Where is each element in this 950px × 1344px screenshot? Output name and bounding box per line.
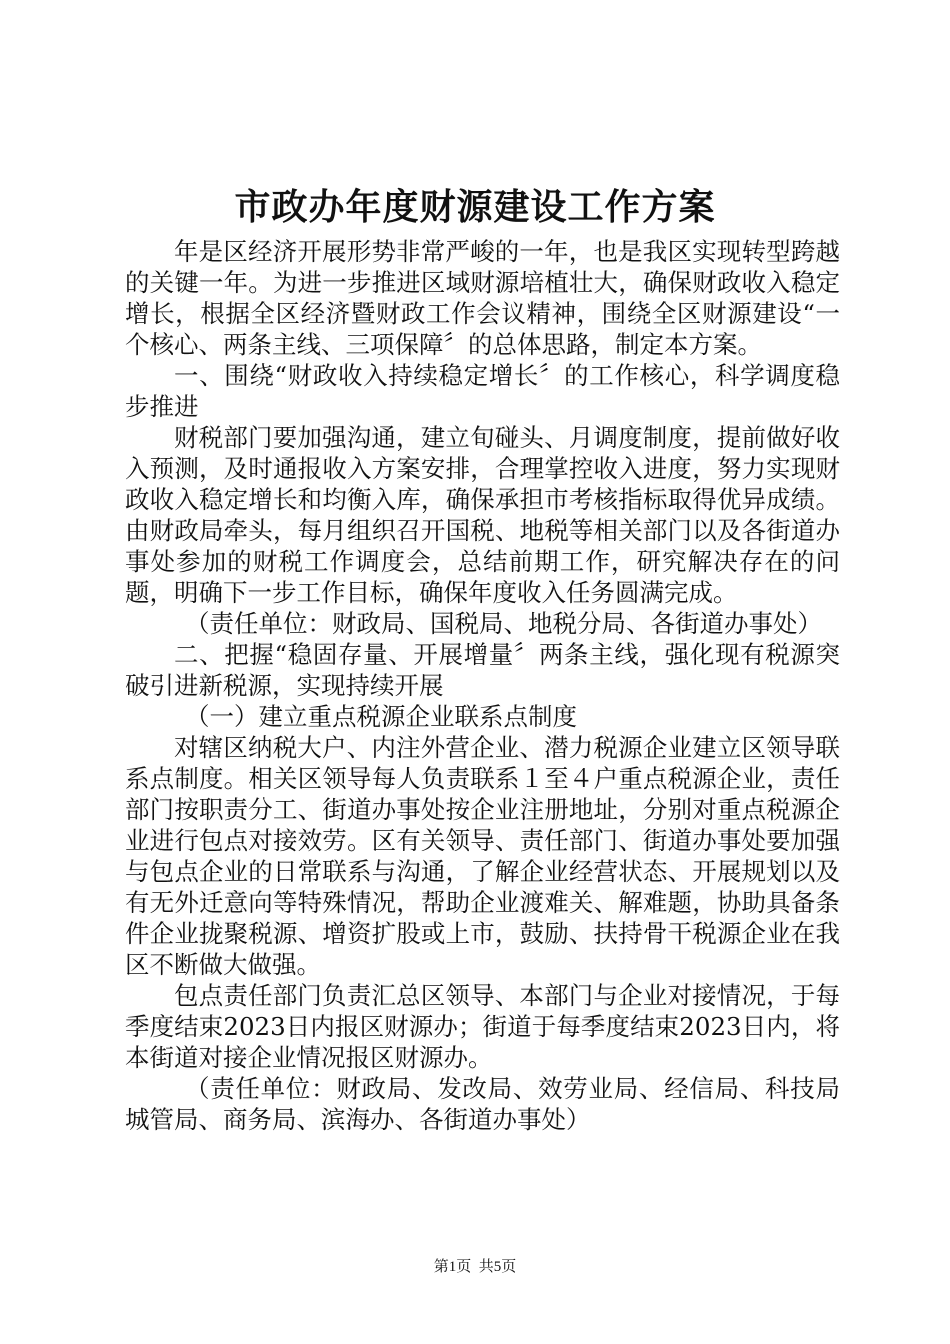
subsection-heading-1: （一）建立重点税源企业联系点制度 — [185, 702, 577, 731]
page-footer — [0, 1257, 950, 1277]
section-heading-2: 二、把握“稳固存量、开展增量〞两条主线，强化现有税源突破引进新税源，实现持续开展 — [125, 640, 840, 700]
responsible-units-1: （责任单位：财政局、国税局、地税分局、各街道办事处） — [185, 609, 822, 638]
document-body — [125, 236, 840, 1135]
body-paragraph: 财税部门要加强沟通，建立旬碰头、月调度制度，提前做好收入预测，及时通报收入方案安排，合理掌控收入进度，努力实现财政收入稳定增长和均衡入库，确保承担市考核指标取得优异成绩。由财政局牵头，每月组织召开国税、地税等相关部门以及各街道办事处参加的财税工作调度会，总结前期工作，研究解决存在的问题，明确下一步工作目标，确保年度收入任务圆满完成。 — [125, 423, 840, 607]
body-paragraph: 对辖区纳税大户、内注外营企业、潜力税源企业建立区领导联系点制度。相关区领导每人负责联系１至４户重点税源企业，责任部门按职责分工、街道办事处按企业注册地址，分别对重点税源企业进行包点对接效劳。区有关领导、责任部门、街道办事处要加强与包点企业的日常联系与沟通，了解企业经营状态、开展规划以及有无外迁意向等特殊情况，帮助企业渡难关、解难题，协助具备条件企业拢聚税源、增资扩股或上市，鼓励、扶持骨干税源企业在我区不断做大做强。 — [125, 733, 840, 979]
responsible-units-2: （责任单位：财政局、发改局、效劳业局、经信局、科技局城管局、商务局、滨海办、各街道办事处） — [125, 1074, 840, 1134]
section-heading-1: 一、围绕“财政收入持续稳定增长〞的工作核心，科学调度稳步推进 — [125, 361, 840, 421]
body-paragraph: 包点责任部门负责汇总区领导、本部门与企业对接情况，于每季度结束2023日内报区财源办；街道于每季度结束2023日内，将本街道对接企业情况报区财源办。 — [125, 981, 840, 1072]
document-title: 市政办年度财源建设工作方案 — [234, 186, 716, 228]
intro-paragraph: 年是区经济开展形势非常严峻的一年，也是我区实现转型跨越的关键一年。为进一步推进区域财源培植壮大，确保财政收入稳定增长，根据全区经济暨财政工作会议精神，围绕全区财源建设“一个核心、两条主线、三项保障〞的总体思路，制定本方案。 — [125, 237, 840, 359]
page-number: 第1页 共5页 — [433, 1259, 517, 1275]
